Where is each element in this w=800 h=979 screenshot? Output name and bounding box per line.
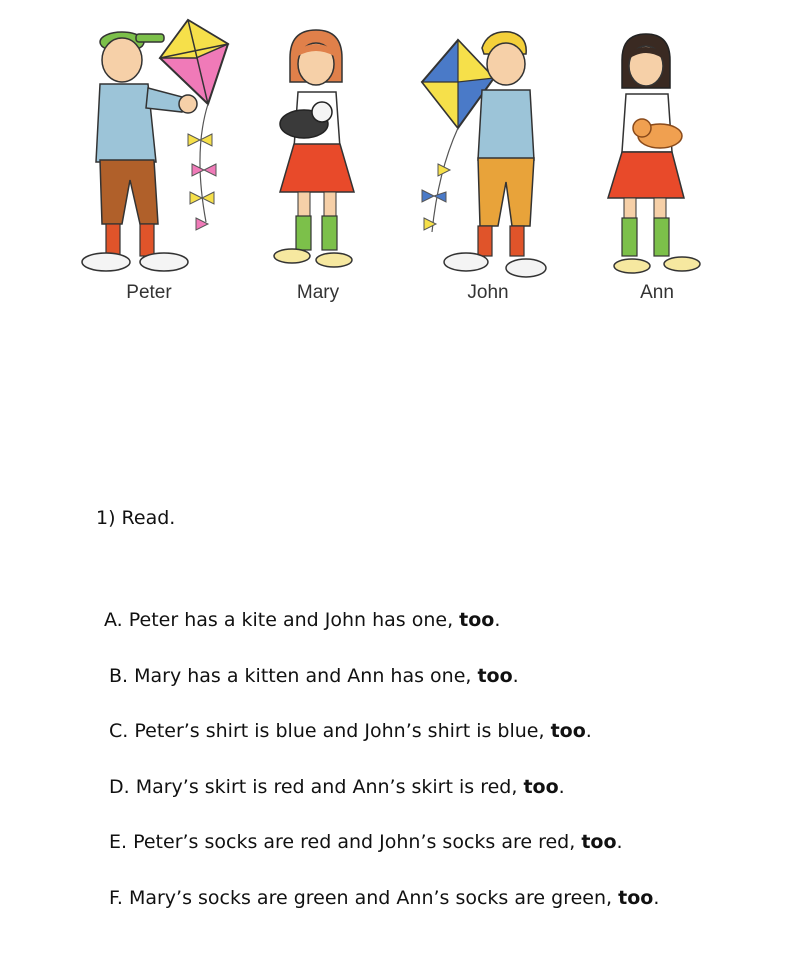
sentence-end: . — [494, 609, 501, 631]
caption-mary: Mary — [296, 282, 340, 303]
sentence-end: . — [585, 720, 592, 742]
sentence-text: A. Peter has a kite and John has one, — [104, 609, 460, 631]
sentence-emphasis: too — [581, 831, 617, 853]
sentence-c — [109, 720, 592, 742]
ann-illustration — [600, 12, 710, 282]
mary-illustration — [262, 12, 372, 282]
sentence-a — [104, 609, 500, 631]
sentence-b — [109, 665, 519, 687]
sentence-text: B. Mary has a kitten and Ann has one, — [109, 665, 478, 687]
sentence-text: C. Peter’s shirt is blue and John’s shirt is blue, — [109, 720, 551, 742]
sentence-emphasis: too — [550, 720, 586, 742]
peter-illustration — [78, 12, 238, 282]
sentence-end: . — [616, 831, 623, 853]
sentence-emphasis: too — [459, 609, 495, 631]
caption-ann: Ann — [640, 282, 674, 303]
sentence-emphasis: too — [477, 665, 513, 687]
sentence-text: D. Mary’s skirt is red and Ann’s skirt is red, — [109, 776, 524, 798]
sentence-text: F. Mary’s socks are green and Ann’s socks are green, — [109, 887, 619, 909]
sentence-d — [109, 776, 565, 798]
sentence-e — [109, 831, 623, 853]
sentence-text: E. Peter’s socks are red and John’s socks are red, — [109, 831, 582, 853]
sentence-emphasis: too — [523, 776, 559, 798]
sentence-end: . — [512, 665, 519, 687]
sentence-f — [109, 887, 659, 909]
sentence-emphasis: too — [618, 887, 654, 909]
exercise-heading: 1) Read. — [96, 507, 176, 529]
sentence-end: . — [558, 776, 565, 798]
caption-john: John — [467, 282, 509, 303]
caption-peter: Peter — [126, 282, 172, 303]
sentence-end: . — [653, 887, 660, 909]
john-illustration — [418, 12, 558, 282]
